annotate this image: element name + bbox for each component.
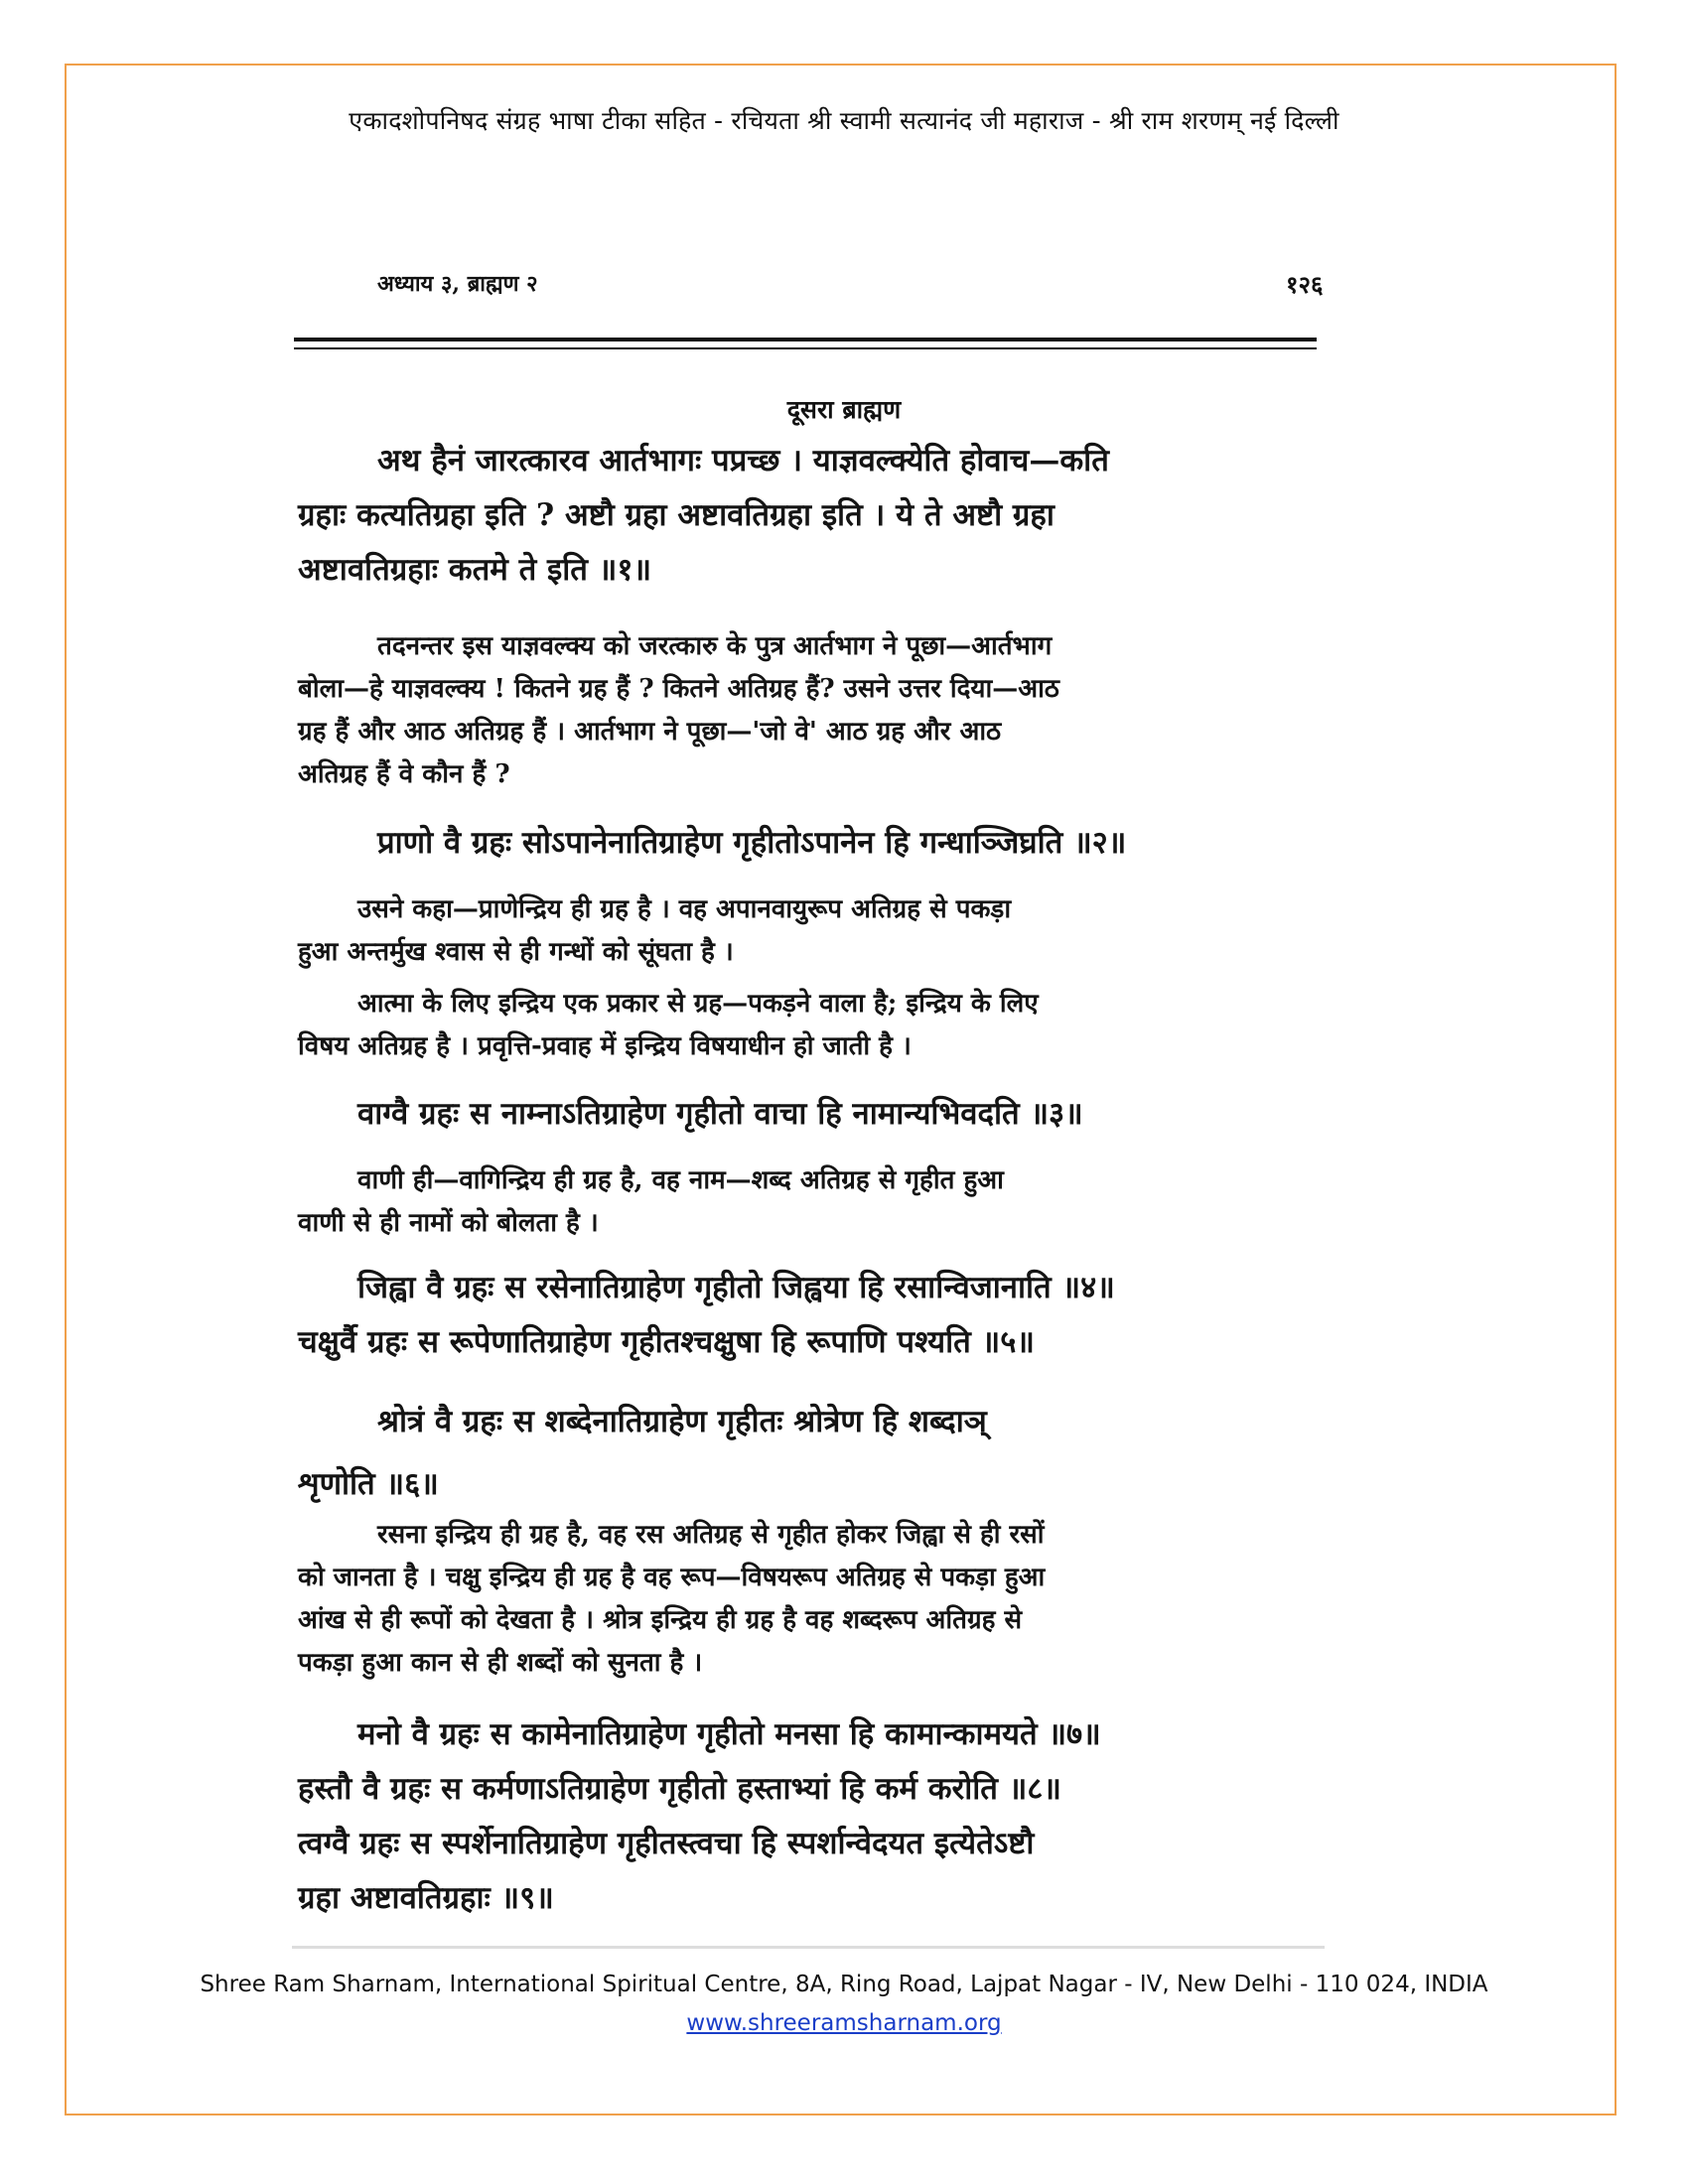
verse-line: श्रोत्रं वै ग्रहः स शब्देनातिग्राहेण गृहीतः श्रोत्रेण हि शब्दाञ् — [377, 1404, 987, 1439]
translation-line: अतिग्रह हैं वे कौन हैं ? — [298, 759, 510, 789]
header-rule-thick — [294, 338, 1317, 341]
page-number: १२६ — [1286, 270, 1324, 299]
verse-line: ग्रहा अष्टावतिग्रहाः ॥९॥ — [298, 1880, 554, 1916]
translation-block-3 — [298, 1160, 1311, 1245]
translation-line: तदनन्तर इस याज्ञवल्क्य को जरत्कारु के पुत्र आर्तभाग ने पूछा—आर्तभाग — [377, 631, 1053, 661]
website-link[interactable]: www.shreeramsharnam.org — [686, 2010, 1002, 2036]
translation-line: पकड़ा हुआ कान से ही शब्दों को सुनता है । — [298, 1648, 703, 1678]
translation-line: वाणी ही—वागिन्द्रिय ही ग्रह है, वह नाम—शब्द अतिग्रह से गृहीत हुआ — [357, 1165, 1004, 1195]
footer-address: Shree Ram Sharnam, International Spiritual Centre, 8A, Ring Road, Lajpat Nagar - IV, New Delhi - 110 024, INDIA — [200, 1972, 1488, 1997]
document-header: एकादशोपनिषद संग्रह भाषा टीका सहित - रचियता श्री स्वामी सत्यानंद जी महाराज - श्री राम शरणम् नई दिल्ली — [349, 106, 1339, 135]
verse-block-4-5 — [298, 1261, 1311, 1370]
translation-line: को जानता है । चक्षु इन्द्रिय ही ग्रह है वह रूप—विषयरूप अतिग्रह से पकड़ा हुआ — [298, 1563, 1046, 1592]
translation-line: हुआ अन्तर्मुख श्वास से ही गन्धों को सूंघता है । — [298, 937, 734, 967]
translation-line: उसने कहा—प्राणेन्द्रिय ही ग्रह है । वह अपानवायुरूप अतिग्रह से पकड़ा — [357, 894, 1012, 924]
verse-block-3 — [298, 1087, 1311, 1142]
verse-block-1 — [298, 434, 1311, 598]
verse-line: ग्रहाः कत्यतिग्रहा इति ? अष्टौ ग्रहा अष्टावतिग्रहा इति । ये ते अष्टौ ग्रहा — [298, 497, 1055, 533]
verse-block-6 — [298, 1395, 1311, 1512]
translation-block-4-6 — [298, 1514, 1311, 1685]
verse-line: शृणोति ॥६॥ — [298, 1466, 439, 1502]
scan-bottom-edge — [292, 1946, 1325, 1949]
verse-line: हस्तौ वै ग्रहः स कर्मणाऽतिग्राहेण गृहीतो हस्ताभ्यां हि कर्म करोति ॥८॥ — [298, 1771, 1061, 1807]
translation-line: आंख से ही रूपों को देखता है । श्रोत्र इन्द्रिय ही ग्रह है वह शब्दरूप अतिग्रह से — [298, 1605, 1023, 1635]
verse-line: प्राणो वै ग्रहः सोऽपानेनातिग्राहेण गृहीतोऽपानेन हि गन्धाञ्जिघ्रति ॥२॥ — [377, 825, 1127, 861]
section-title: दूसरा ब्राह्मण — [786, 395, 902, 424]
verse-line: जिह्वा वै ग्रहः स रसेनातिग्राहेण गृहीतो जिह्वया हि रसान्विजानाति ॥४॥ — [357, 1270, 1115, 1305]
translation-line: वाणी से ही नामों को बोलता है । — [298, 1208, 599, 1238]
verse-line: त्वग्वै ग्रहः स स्पर्शेनातिग्राहेण गृहीतस्त्वचा हि स्पर्शान्वेदयत इत्येतेऽष्टौ — [298, 1826, 1035, 1861]
verse-block-7-9 — [298, 1707, 1311, 1926]
translation-block-2 — [298, 888, 1311, 974]
translation-line: विषय अतिग्रह है । प्रवृत्ति-प्रवाह में इन्द्रिय विषयाधीन हो जाती है । — [298, 1031, 912, 1061]
running-head: अध्याय ३, ब्राह्मण २ — [377, 271, 538, 297]
verse-line: वाग्वै ग्रहः स नाम्नाऽतिग्राहेण गृहीतो वाचा हि नामान्यभिवदति ॥३॥ — [357, 1096, 1083, 1132]
verse-line: अष्टावतिग्रहाः कतमे ते इति ॥१॥ — [298, 552, 652, 588]
translation-line: बोला—हे याज्ञवल्क्य ! कितने ग्रह हैं ? कितने अतिग्रह हैं? उसने उत्तर दिया—आठ — [298, 674, 1059, 704]
translation-line: रसना इन्द्रिय ही ग्रह है, वह रस अतिग्रह से गृहीत होकर जिह्वा से ही रसों — [377, 1520, 1045, 1550]
translation-line: आत्मा के लिए इन्द्रिय एक प्रकार से ग्रह—पकड़ने वाला है; इन्द्रिय के लिए — [357, 989, 1039, 1019]
verse-line: मनो वै ग्रहः स कामेनातिग्राहेण गृहीतो मनसा हि कामान्कामयते ॥७॥ — [357, 1716, 1101, 1752]
translation-block-1 — [298, 625, 1311, 796]
verse-line: चक्षुर्वै ग्रहः स रूपेणातिग्राहेण गृहीतश्चक्षुषा हि रूपाणि पश्यति ॥५॥ — [298, 1324, 1035, 1360]
header-rule-thin — [294, 347, 1317, 349]
verse-line: अथ हैनं जारत्कारव आर्तभागः पप्रच्छ । याज्ञवल्क्येति होवाच—कति — [377, 443, 1109, 478]
commentary-block — [298, 983, 1311, 1068]
translation-line: ग्रह हैं और आठ अतिग्रह हैं । आर्तभाग ने पूछा—'जो वे' आठ ग्रह और आठ — [298, 717, 1002, 747]
verse-block-2 — [298, 816, 1311, 871]
